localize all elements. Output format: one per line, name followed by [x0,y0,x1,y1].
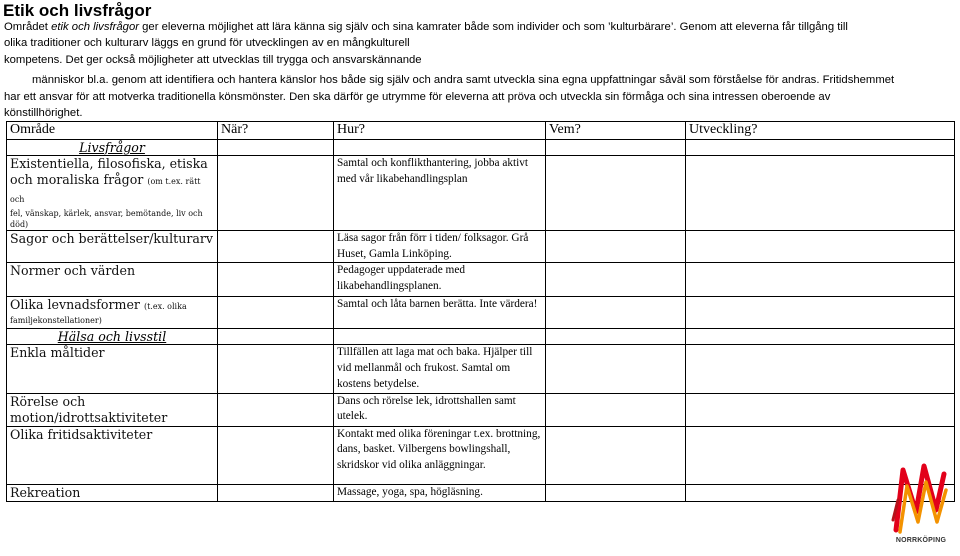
table-header-row [7,122,955,140]
activity-cell: Läsa sagor från förr i tiden/ folksagor. Grå Huset, Gamla Linköping. [334,231,546,263]
header-utveckling: Utveckling? [686,122,955,140]
area-cell: Olika fritidsaktiviteter [7,426,218,484]
section-row [7,140,955,156]
header-nar: När? [218,122,334,140]
activity-cell: Kontakt med olika föreningar t.ex. brottning, dans, basket. Vilbergens bowlingshall, skridskor vid olika anläggningar. [334,426,546,484]
table-row [7,156,955,231]
area-cell: Enkla måltider [7,345,218,393]
intro-line: olika traditioner och kulturarv läggs en grund för utvecklingen av en mångkulturell [4,37,410,50]
table-row [7,297,955,329]
activity-cell: Pedagoger uppdaterade med likabehandlingsplanen. [334,263,546,297]
table-row [7,484,955,501]
intro-line: människor bl.a. genom att identifiera och hantera känslor hos både sig själv och andra samt utveckla sina egna uppfattningar såväl som förståelse för andras. Fritidshemmet [32,74,895,87]
section-livsfragor: Livsfrågor [7,140,218,156]
table-row [7,231,955,263]
intro-line: kompetens. Det ger också möjligheter att utvecklas till trygga och ansvarskännande [4,53,422,66]
activity-plan-table [6,121,955,502]
header-vem: Vem? [546,122,686,140]
emphasis-text: etik och livsfrågor [51,21,139,33]
intro-text [4,19,954,121]
area-cell: Sagor och berättelser/kulturarv [7,231,218,263]
area-cell: Existentiella, filosofiska, etiska och moraliska frågor (om t.ex. rätt och fel, vänskap, kärlek, ansvar, bemötande, liv och död) [7,156,218,231]
table-row [7,263,955,297]
logo-wordmark: NORRKÖPING [895,537,947,544]
page-title: Etik och livsfrågor [3,1,152,20]
logo-mark-icon [890,460,952,536]
area-cell: Rekreation [7,484,218,501]
section-row [7,329,955,345]
activity-cell: Samtal och låta barnen berätta. Inte värdera! [334,297,546,329]
table-row [7,393,955,426]
activity-cell: Massage, yoga, spa, högläsning. [334,484,546,501]
table-row [7,345,955,393]
area-cell: Rörelse och motion/idrottsaktiviteter [7,393,218,426]
header-hur: Hur? [334,122,546,140]
intro-line: könstillhörighet. [4,107,83,120]
activity-cell: Dans och rörelse lek, idrottshallen samt utelek. [334,393,546,426]
area-cell: Olika levnadsformer (t.ex. olika familjekonstellationer) [7,297,218,329]
area-cell: Normer och värden [7,263,218,297]
table-row [7,426,955,484]
intro-line: Området etik och livsfrågor ger eleverna möjlighet att lära känna sig själv och sina kamrater både som individer och som ’kulturbärare’. Genom att eleverna får tillgång till [4,21,848,33]
intro-line: har ett ansvar för att motverka traditionella könsmönster. Den ska därför ge utrymme för eleverna att pröva och utveckla sin förmåga och sina intressen oberoende av [4,90,831,103]
section-halsa: Hälsa och livsstil [7,329,218,345]
header-omrade: Område [7,122,218,140]
activity-cell: Samtal och konflikthantering, jobba aktivt med vår likabehandlingsplan [334,156,546,231]
activity-cell: Tillfällen att laga mat och baka. Hjälper till vid mellanmål och frukost. Samtal om kostens betydelse. [334,345,546,393]
norrkoping-logo [890,460,952,548]
